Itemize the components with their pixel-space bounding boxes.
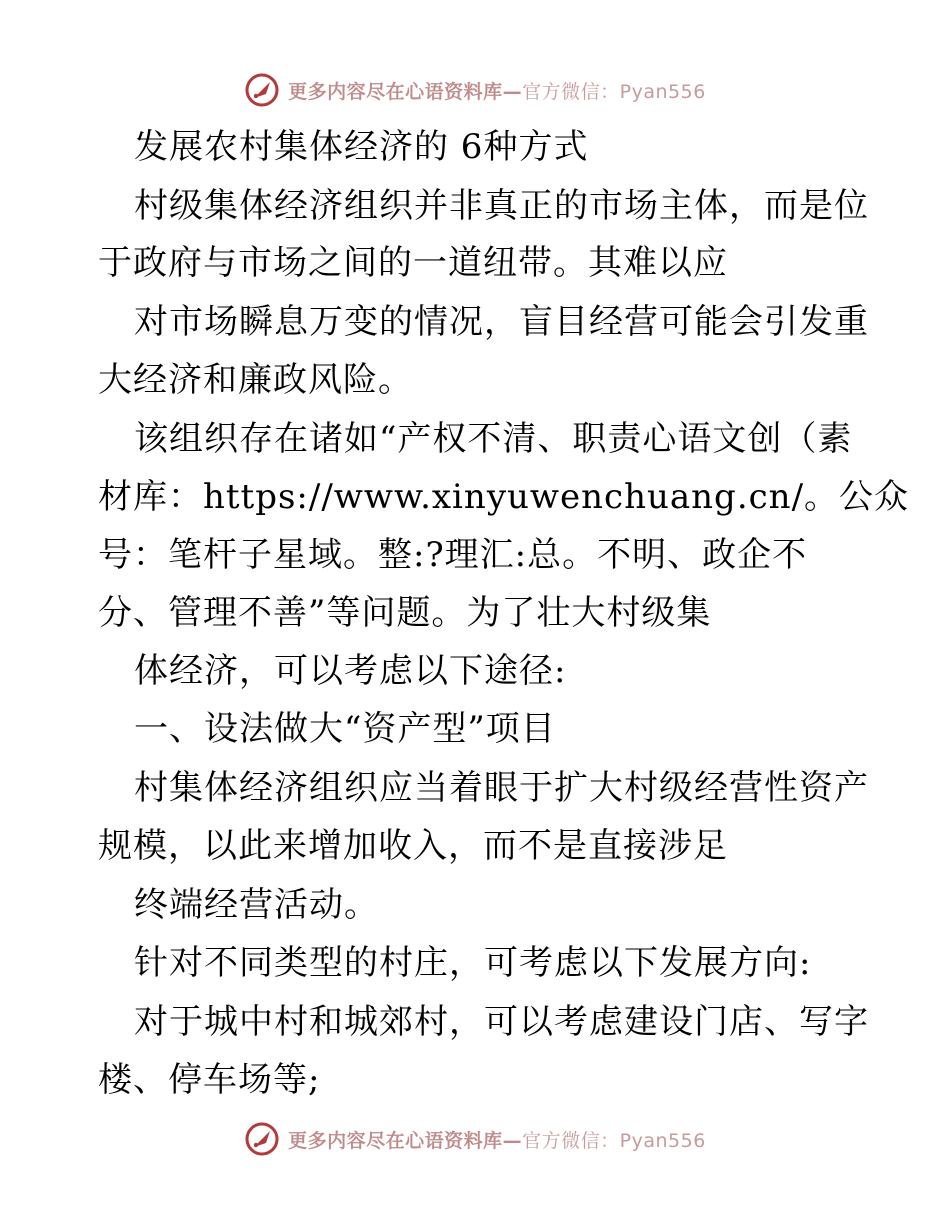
banner-label: 更多内容尽在心语资料库—官方微信：Pyan556	[288, 80, 706, 103]
paragraph-line: 体经济，可以考虑以下途径:	[134, 651, 567, 691]
section-heading: 一、设法做大“资产型”项目	[134, 709, 556, 749]
banner-wechat: 官方微信：Pyan556	[522, 80, 706, 103]
paragraph-line: 村级集体经济组织并非真正的市场主体，而是位	[134, 186, 869, 226]
doc-title: 发展农村集体经济的 6种方式	[134, 127, 589, 167]
paragraph-line: 楼、停车场等;	[98, 1060, 321, 1100]
paragraph-line: 材库：https://www.xinyuwenchuang.cn/。公众	[98, 477, 910, 517]
quill-seal-icon	[244, 1121, 280, 1157]
paragraph-line: 规模，以此来增加收入，而不是直接涉足	[98, 826, 728, 866]
paragraph-line: 对于城中村和城郊村，可以考虑建设门店、写字	[134, 1002, 869, 1042]
paragraph-line: 分、管理不善”等问题。为了壮大村级集	[98, 593, 712, 633]
paragraph-line: 村集体经济组织应当着眼于扩大村级经营性资产	[134, 768, 869, 808]
paragraph-line: 大经济和廉政风险。	[98, 360, 413, 400]
footer-banner	[0, 1117, 950, 1161]
paragraph-line: 对市场瞬息万变的情况，盲目经营可能会引发重	[134, 302, 869, 342]
banner-label: 更多内容尽在心语资料库—官方微信：Pyan556	[288, 1129, 706, 1152]
paragraph-line: 针对不同类型的村庄，可考虑以下发展方向:	[134, 943, 812, 983]
banner-wechat: 官方微信：Pyan556	[522, 1129, 706, 1152]
paragraph-line: 终端经营活动。	[134, 885, 379, 925]
paragraph-line: 于政府与市场之间的一道纽带。其难以应	[98, 243, 728, 283]
paragraph-line: 该组织存在诸如“产权不清、职责心语文创（素	[134, 419, 853, 459]
paragraph-line: 号：笔杆子星域。整:?理汇:总。不明、政企不	[98, 535, 808, 575]
